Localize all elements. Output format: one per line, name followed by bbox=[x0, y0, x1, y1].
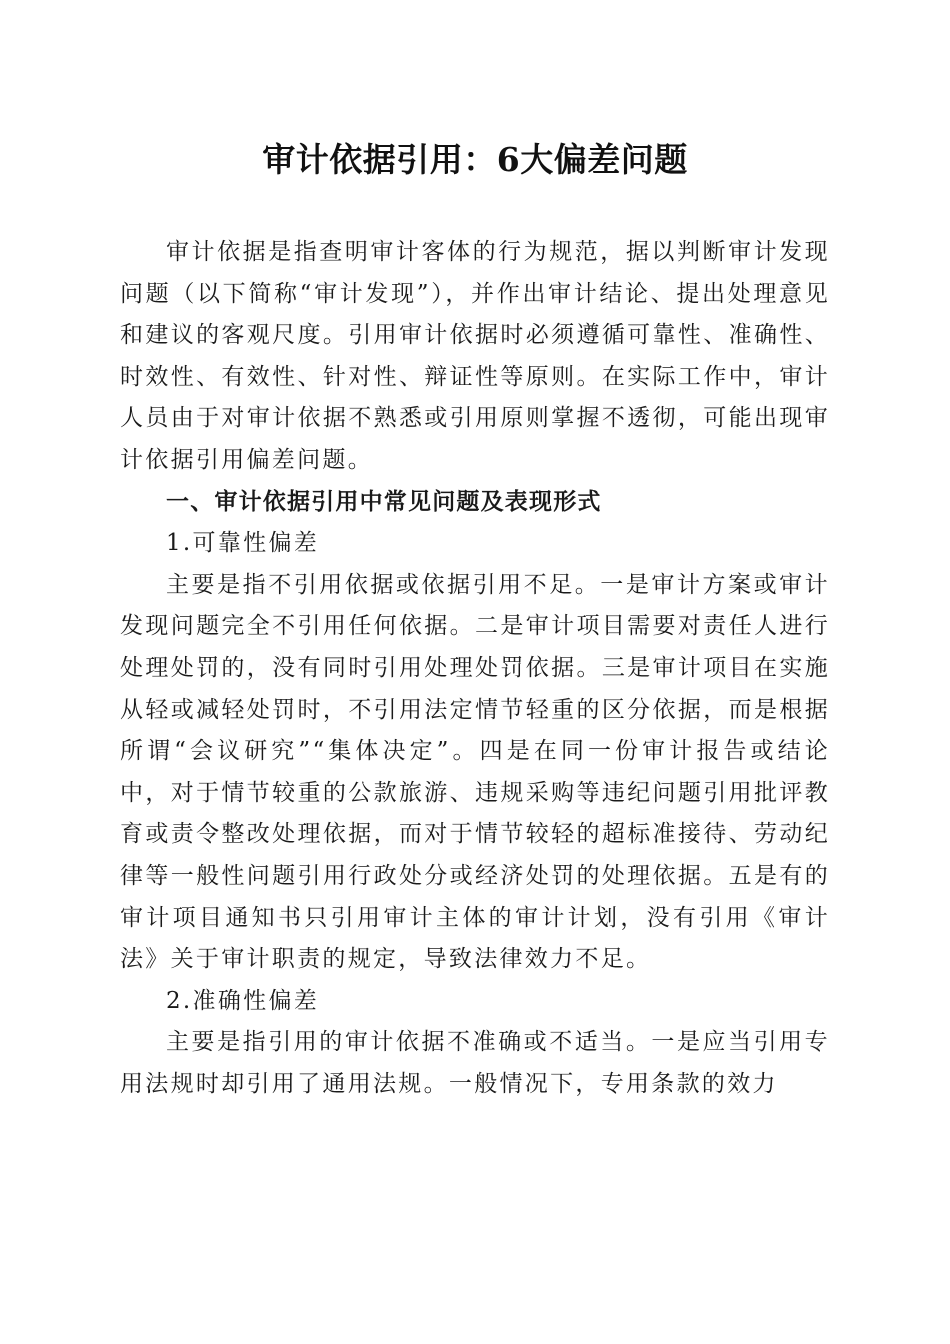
subsection-heading-reliability: 1.可靠性偏差 bbox=[166, 530, 320, 557]
intro-paragraph: 审计依据是指查明审计客体的行为规范，据以判断审计发现问题（以下简称“审计发现”），并作出审计结论、提出处理意见和建议的客观尺度。引用审计依据时必须遵循可靠性、准确性、时效性、有效性、针对性、辩证性等原则。在实际工作中，审计人员由于对审计依据不熟悉或引用原则掌握不透彻，可能出现审计依据引用偏差问题。 bbox=[120, 239, 830, 473]
reliability-paragraph: 主要是指不引用依据或依据引用不足。一是审计方案或审计发现问题完全不引用任何依据。二是审计项目需要对责任人进行处理处罚的，没有同时引用处理处罚依据。三是审计项目在实施从轻或减轻处罚时，不引用法定情节轻重的区分依据，而是根据所谓“会议研究”“集体决定”。四是在同一份审计报告或结论中，对于情节较重的公款旅游、违规采购等违纪问题引用批评教育或责令整改处理依据，而对于情节较轻的超标准接待、劳动纪律等一般性问题引用行政处分或经济处罚的处理依据。五是有的审计项目通知书只引用审计主体的审计计划，没有引用《审计法》关于审计职责的规定，导致法律效力不足。 bbox=[120, 571, 830, 973]
section-heading: 一、审计依据引用中常见问题及表现形式 bbox=[166, 488, 602, 515]
accuracy-paragraph: 主要是指引用的审计依据不准确或不适当。一是应当引用专用法规时却引用了通用法规。一般情况下，专用条款的效力 bbox=[120, 1029, 830, 1097]
document-body bbox=[120, 232, 830, 1105]
document-title: 审计依据引用：6大偏差问题 bbox=[262, 140, 688, 179]
subsection-heading-accuracy: 2.准确性偏差 bbox=[166, 987, 320, 1014]
